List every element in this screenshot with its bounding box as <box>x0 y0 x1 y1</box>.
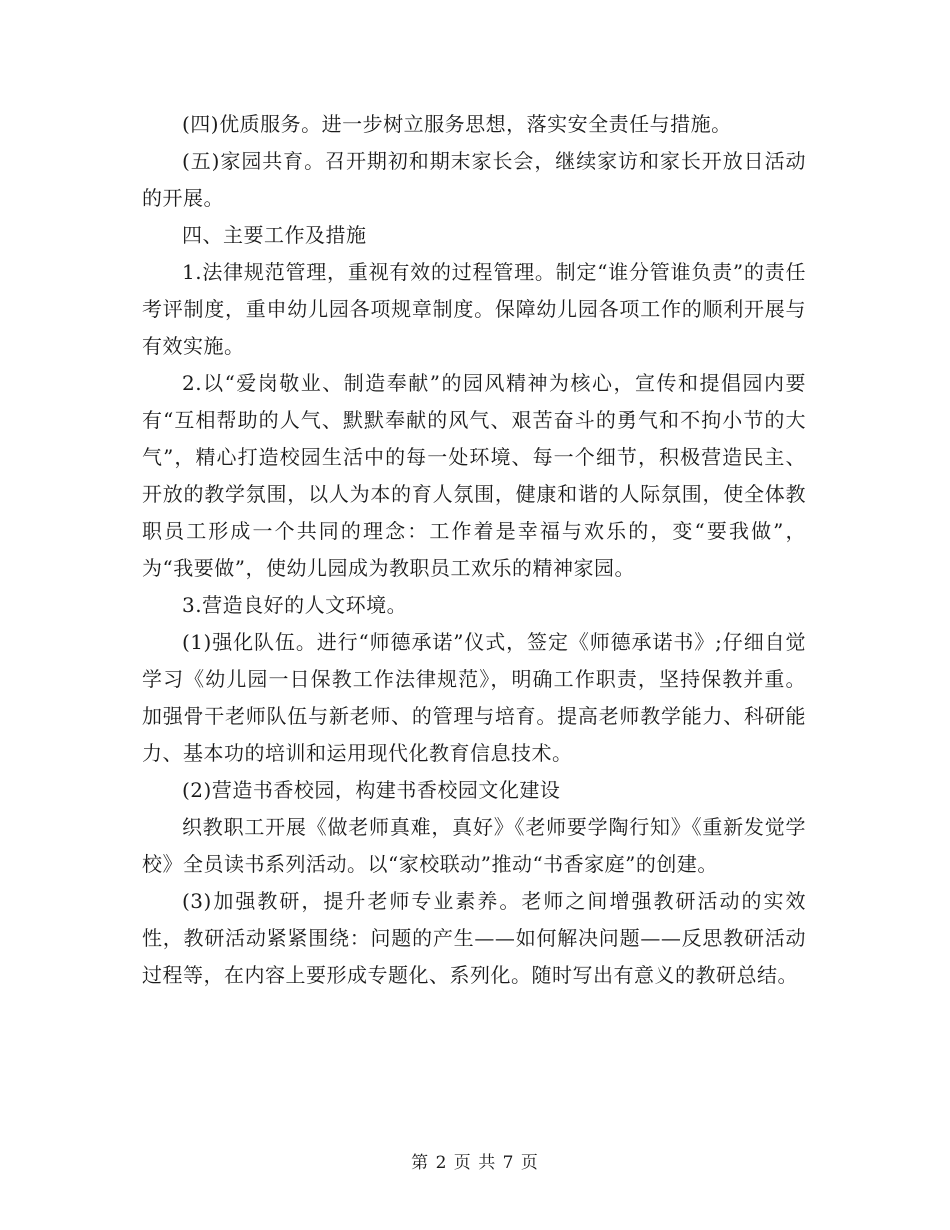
paragraph-item-2: 2.以“爱岗敬业、制造奉献”的园风精神为核心，宣传和提倡园内要有“互相帮助的人气、默默奉献的风气、艰苦奋斗的勇气和不拘小节的大气”，精心打造校园生活中的每一处环境、每一个细节，积极营造民主、开放的教学氛围，以人为本的育人氛围，健康和谐的人际氛围，使全体教职员工形成一个共同的理念：工作着是幸福与欢乐的，变“要我做”，为“我要做”，使幼儿园成为教职员工欢乐的精神家园。 <box>142 371 806 580</box>
document-body <box>142 106 806 994</box>
paragraph-sub-3: (3)加强教研，提升老师专业素养。老师之间增强教研活动的实效性，教研活动紧紧围绕：问题的产生——如何解决问题——反思教研活动过程等，在内容上要形成专题化、系列化。随时写出有意义的教研总结。 <box>142 889 806 987</box>
paragraph-sub-2: (2)营造书香校园，构建书香校园文化建设 <box>182 778 561 802</box>
paragraph-item-3: 3.营造良好的人文环境。 <box>182 593 408 617</box>
page-number-footer: 第 2 页 共 7 页 <box>411 1153 539 1173</box>
paragraph-item-1: 1.法律规范管理，重视有效的过程管理。制定“谁分管谁负责”的责任考评制度，重申幼儿园各项规章制度。保障幼儿园各项工作的顺利开展与有效实施。 <box>142 260 806 358</box>
paragraph-reading-activities: 织教职工开展《做老师真难，真好》《老师要学陶行知》《重新发觉学校》全员读书系列活动。以“家校联动”推动“书香家庭”的创建。 <box>142 815 806 876</box>
paragraph-quality-service: (四)优质服务。进一步树立服务思想，落实安全责任与措施。 <box>182 112 732 136</box>
paragraph-home-school: (五)家园共育。召开期初和期末家长会，继续家访和家长开放日活动的开展。 <box>142 149 806 210</box>
paragraph-sub-1: (1)强化队伍。进行“师德承诺”仪式，签定《师德承诺书》;仔细自觉学习《幼儿园一日保教工作法律规范》，明确工作职责，坚持保教并重。加强骨干老师队伍与新老师、的管理与培育。提高老师教学能力、科研能力、基本功的培训和运用现代化教育信息技术。 <box>142 630 806 765</box>
section-heading-main-work: 四、主要工作及措施 <box>182 223 367 247</box>
